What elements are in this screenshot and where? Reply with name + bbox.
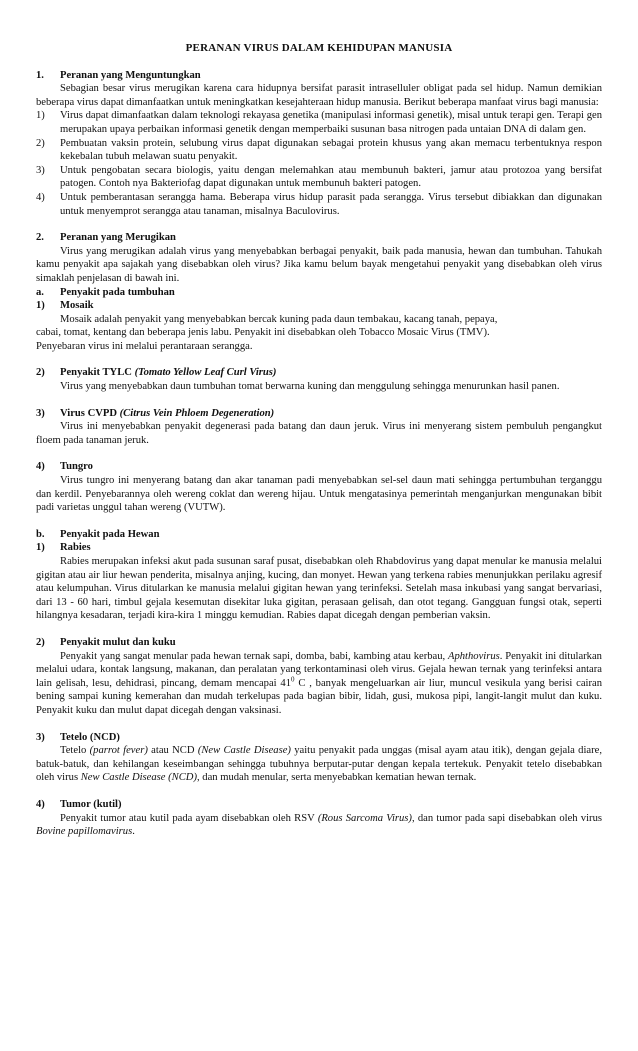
ncd-latin-3: New Castle Disease (NCD) [80,772,197,784]
ncd-title: Tetelo (NCD) [60,731,120,743]
mosaik-number: 1) [36,300,45,312]
rabies-title: Rabies [60,542,91,554]
tungro-title: Tungro [60,461,93,473]
ncd-text-part-3: yaitu penyakit pada unggas (misal ayam atau itik), dengan gejala diare, batuk-batuk, dan kehilangan keseimbangan sehingga tubuhnya berputar-putar dengan kepala tertekuk. Penyakit tetelo disebabkan oleh virus [36,745,602,784]
cvpd-title: Virus CVPD [60,407,117,419]
cvpd-text: Virus ini menyebabkan penyakit degenerasi pada batang dan daun jeruk. Virus ini menyerang sistem pembuluh pengangkut floem pada tanaman jeruk. [36,421,602,446]
benefit-item-4-text: Untuk pemberantasan serangga hama. Beberapa virus hidup parasit pada serangga. Virus tersebut dibiakkan dan digunakan untuk menyemprot serangga atau tanaman, misalnya Baculovirus. [60,191,602,217]
ncd-latin-1: (parrot fever) [89,745,148,757]
ncd-number: 3) [36,731,45,743]
rabies-heading [36,541,602,555]
tungro-text: Virus tungro ini menyerang batang dan akar tanaman padi menyebabkan sel-sel daun mati sehingga pertumbuhan terganggu dan kerdil. Penyebarannya oleh wereng coklat dan wereng hijau. Untuk mengatasinya pemerintah menganjurkan mengunakan bibit padi varietas unggul tahan wereng (VUTW). [36,475,602,514]
ncd-latin-2: (New Castle Disease) [197,745,291,757]
tumor-text-part-1: Penyakit tumor atau kutil pada ayam disebabkan oleh RSV [60,812,315,824]
mosaik-line-1: Mosaik adalah penyakit yang menyebabkan bercak kuning pada daun tembakau, kacang tanah, pepaya, [60,313,498,325]
section-1-title: Peranan yang Menguntungkan [60,69,201,81]
degree-superscript: 0 [291,675,295,684]
section-2-intro: Virus yang merugikan adalah virus yang menyebabkan berbagai penyakit, baik pada manusia, hewan dan tumbuhan. Tahukah kamu penyakit apa sajakah yang disebabkan oleh virus? Jika kamu belum bayak mengetahui penyakit yang disebabkan oleh virus simaklah penjelasan di bawah ini. [36,245,602,284]
rabies-number: 1) [36,542,45,554]
section-2-title: Peranan yang Merugikan [60,232,176,244]
pmk-text-part-1: Penyakit yang sangat menular pada hewan ternak sapi, domba, babi, kambing atau kerbau, [60,650,446,662]
document-title: PERANAN VIRUS DALAM KEHIDUPAN MANUSIA [185,42,453,54]
benefit-item-2-number: 2) [36,137,45,149]
cvpd-number: 3) [36,407,45,419]
section-2-heading [36,231,602,245]
ncd-text-part-2: atau NCD [151,745,195,757]
benefit-item-4 [36,191,602,218]
tylc-latin-name: (Tomato Yellow Leaf Curl Virus) [134,367,277,379]
subsection-b-title: Penyakit pada Hewan [60,528,160,540]
mosaik-line-2: cabai, tomat, kentang dan beberapa jenis labu. Penyakit ini disebabkan oleh Tobacco Mosaic Virus (TMV). [36,327,490,339]
section-1-intro: Sebagian besar virus merugikan karena cara hidupnya bersifat parasit intraselluler obligat pada sel hidup. Namun demikian beberapa virus dapat dimanfaatkan untuk meningkatkan kesejahteraan hidup manusia. Berikut beberapa manfaat virus bagi manusia: [36,83,602,108]
ncd-text-part-1: Tetelo [60,745,87,757]
mosaik-heading [36,299,602,313]
subsection-a-title: Penyakit pada tumbuhan [60,286,175,298]
tumor-latin-1: (Rous Sarcoma Virus) [317,812,412,824]
document-page [36,42,602,839]
tylc-title: Penyakit TYLC [60,367,132,379]
ncd-heading [36,731,602,745]
pmk-heading [36,636,602,650]
benefit-item-3-text: Untuk pengobatan secara biologis, yaitu dengan melemahkan atau membunuh bakteri, jamur atau protozoa yang bersifat patogen. Contoh nya Bakteriofag dapat digunakan untuk membunuh bakteri patogen. [60,164,602,190]
tylc-heading [36,366,602,380]
tungro-heading [36,460,602,474]
benefit-item-4-number: 4) [36,191,45,203]
tylc-number: 2) [36,367,45,379]
tungro-number: 4) [36,461,45,473]
pmk-text-part-2: . Penyakit ini ditularkan melalui udara, kontak langsung, makanan, dan peralatan yang terkontaminasi oleh virus. Gejala hewan ternak yang terinfeksi antara lain gelisah, lesu, dehidrasi, pincang, demam mencapai 41 [36,650,602,689]
tumor-latin-2: Bovine papillomavirus [36,826,133,838]
mosaik-title: Mosaik [60,300,94,312]
pmk-title: Penyakit mulut dan kuku [60,636,176,648]
tumor-heading [36,798,602,812]
benefit-item-1-number: 1) [36,110,45,122]
mosaik-line-3: Penyebaran virus ini melalui perantaraan serangga. [36,340,253,352]
section-1-number: 1. [36,69,44,81]
tumor-text [36,812,602,839]
cvpd-heading [36,407,602,421]
subsection-b-number: b. [36,528,45,540]
tylc-text: Virus yang menyebabkan daun tumbuhan tomat berwarna kuning dan menggulung sehingga menurunkan hasil panen. [60,381,560,393]
benefit-item-3-number: 3) [36,164,45,176]
section-1-heading [36,69,602,83]
benefit-item-1-text: Virus dapat dimanfaatkan dalam teknologi rekayasa genetika (manipulasi informasi genetik), misal untuk terapi gen. Terapi gen merupakan upaya perbaikan informasi genetik dengan memperbaiki susunan basa nitrogen pada untaian DNA di dalam gen. [60,110,602,135]
tumor-text-part-2: , dan tumor pada sapi disebabkan oleh virus [411,812,602,824]
subsection-b-heading [36,528,602,542]
tumor-text-part-3: . [132,826,135,838]
subsection-a-heading [36,286,602,300]
benefit-item-2 [36,137,602,164]
benefit-item-1 [36,109,602,136]
tumor-title: Tumor (kutil) [60,798,122,810]
ncd-text-part-4: , dan mudah menular, serta menyebabkan kematian hewan ternak. [196,772,477,784]
ncd-text [36,744,602,785]
benefit-item-2-text: Pembuatan vaksin protein, selubung virus dapat digunakan sebagai protein khusus yang akan memacu terbentuknya respon kekebalan tubuh melawan suatu penyakit. [60,137,602,163]
pmk-text [36,650,602,718]
pmk-number: 2) [36,636,45,648]
rabies-text: Rabies merupakan infeksi akut pada susunan saraf pusat, disebabkan oleh Rhabdovirus yang dapat menular ke manusia melalui gigitan atau air liur hewan penderita, misalnya anjing, kucing, dan monyet. Hewan yang terkena rabies menunjukkan perilaku agresif atau kelumpuhan. Virus ditularkan ke manusia melalui gigitan hewan yang terinfeksi. Setelah masa inkubasi yang sangat bervariasi, dari 13 - 60 hari, timbul gejala kesemutan disekitar luka gigitan, perasaan gelisah, dan otot tegang. Gangguan fungsi otak, seperti hilangnya kesadaran, terjadi kira-kira 1 minggu kemudian. Rabies dapat dicegah dengan pemberian vaksin. [36,556,602,622]
cvpd-latin-name: (Citrus Vein Phloem Degeneration) [119,407,275,419]
pmk-latin-name: Aphthovirus [447,650,500,662]
subsection-a-number: a. [36,286,44,298]
pmk-text-part-3: C , banyak mengeluarkan air liur, muncul vesikula yang berisi cairan bening sampai kuning kemerahan dan mudah terkelupas pada bagian bibir, lidah, gusi, mukosa pipi, langit-langit mulut dan kuku. Penyakit kuku dan mulut dapat dicegah dengan vaksinasi. [36,677,602,716]
tumor-number: 4) [36,798,45,810]
benefit-item-3 [36,164,602,191]
section-2-number: 2. [36,232,44,244]
